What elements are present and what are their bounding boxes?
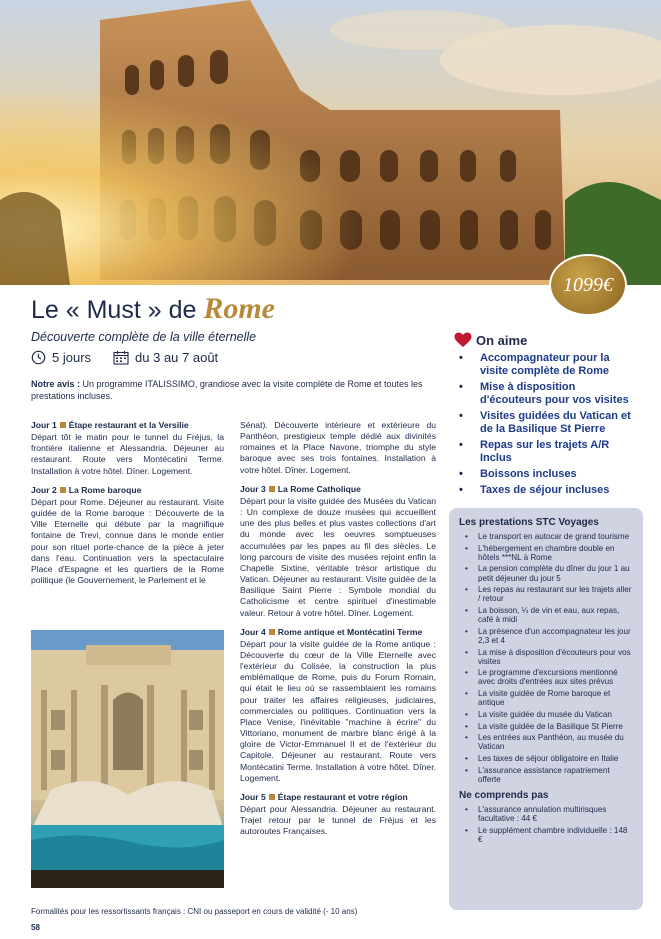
colosseum-illustration — [0, 0, 661, 285]
calendar-icon — [113, 350, 129, 365]
heart-icon — [454, 332, 472, 348]
formalities-note: Formalités pour les ressortissants français : CNI ou passeport en cours de validité (- 10 ans) — [31, 907, 358, 916]
day-heading: Jour 5 Étape restaurant et votre région — [240, 791, 408, 802]
list-item: • La boisson, ¼ de vin et eau, aux repas, café à midi — [459, 606, 633, 624]
page-subtitle: Découverte complète de la ville éternelle — [31, 330, 257, 344]
day-text-continued: Sénat). Découverte intérieure et extérieure du Panthéon, prestigieux temple dédié aux divinités romaines et la Place Navone, triomphe du style baroque avec ses trois fontaines. Installation à votre hôtel. Dîner. Logement. — [240, 420, 436, 475]
day-text: Départ pour Alessandria. Déjeuner au restaurant. Trajet retour par le tunnel de Fréjus et les autoroutes Françaises. — [240, 804, 436, 837]
list-item: • Le programme d'excursions mentionné avec droits d'entrées aux sites prévus — [459, 668, 633, 686]
not-included-list — [459, 805, 633, 844]
trip-meta — [31, 350, 218, 365]
list-item: • La pension complète du dîner du jour 1 au petit déjeuner du jour 5 — [459, 564, 633, 582]
clock-icon — [31, 350, 46, 365]
list-item: • Visites guidées du Vatican et de la Basilique St Pierre — [454, 410, 634, 436]
trip-duration: 5 jours — [52, 350, 92, 365]
notice-label: Notre avis : — [31, 379, 81, 389]
included-list — [459, 532, 633, 784]
title-prefix: Le « Must » de — [31, 296, 204, 324]
bullet-square — [269, 794, 275, 800]
highlights-list — [454, 352, 634, 497]
notice — [31, 378, 441, 402]
prestations-heading: Les prestations STC Voyages — [459, 517, 599, 528]
day-heading: Jour 4 Rome antique et Montécatini Terme — [240, 626, 423, 637]
list-item: • L'hébergement en chambre double en hôtels ***NL à Rome — [459, 544, 633, 562]
day-text: Départ pour la visite guidée des Musées du Vatican : Un complexe de douze musées qui accueillent une des plus belles et plus vastes collections d'art du monde avec les oeuvres somptueuses accumulées par les papes au fil des siècles. Le long parcours de visite des musées rejoint enfin la Chapelle Sixtine, véritable trésor artistique du Vatican. Déjeuner au restaurant. Visite guidée de la Basilique Saint Pierre : Symbole mondial du Catholicisme et centre spirituel d'inestimable valeur. Retour à votre hôtel. Dîner. Logement. — [240, 495, 436, 618]
trip-dates: du 3 au 7 août — [135, 350, 219, 365]
fountain-illustration — [31, 630, 224, 888]
bullet-square — [269, 486, 275, 492]
list-item: • Le transport en autocar de grand tourisme — [459, 532, 633, 541]
prestations-box — [449, 508, 643, 910]
list-item: • Les taxes de séjour obligatoire en Italie — [459, 754, 633, 763]
hero-colosseum-image — [0, 0, 661, 285]
list-item: • Les repas au restaurant sur les trajets aller / retour — [459, 585, 633, 603]
bullet-square — [60, 422, 66, 428]
day-text: Départ pour la visite guidée de la Rome antique : Découverte du cœur de la Ville Eternelle avec l'extérieur du Colisée, la construction la plus emblématique de Rome, puis du Forum Romain, qui était le lieu où se rassemblaient les romains pour traiter les affaires religieuses, judiciaires, commerciales ou politiques. Continuation vers la Place Venise, l'inévitable "machine à écrire" du Vittoriano, monument de marbre blanc érigé à la gloire de Victor-Emmanuel II et de l'extérieur du Capitole. Déjeuner au restaurant. Route vers Montécatini Terme. Installation à votre hôtel. Dîner. Logement. — [240, 638, 436, 783]
price-badge — [549, 254, 627, 316]
bullet-square — [60, 487, 66, 493]
list-item: • La visite guidée du musée du Vatican — [459, 710, 633, 719]
highlights-heading: On aime — [454, 332, 634, 348]
list-item: • Accompagnateur pour la visite complète de Rome — [454, 352, 634, 378]
list-item: • Les entrées aux Panthéon, au musée du Vatican — [459, 733, 633, 751]
bullet-square — [269, 629, 275, 635]
day-text: Départ tôt le matin pour le tunnel du Fréjus, la frontière italienne et Alessandria. Déjeuner au restaurant. Route vers Montécatini Terme. Installation à votre hôtel. Dîner. Logement. — [31, 432, 224, 476]
list-item: • Boissons incluses — [454, 468, 634, 481]
page-number: 58 — [31, 923, 40, 932]
list-item: • L'assurance annulation multirisques facultative : 44 € — [459, 805, 633, 823]
day-heading: Jour 2 La Rome baroque — [31, 484, 142, 495]
page-title — [31, 292, 275, 326]
day-heading: Jour 3 La Rome Catholique — [240, 483, 361, 494]
day-heading: Jour 1 Étape restaurant et la Versilie — [31, 420, 189, 430]
highlights-section — [454, 332, 634, 500]
trevi-fountain-image — [31, 630, 224, 888]
list-item: • Le supplément chambre individuelle : 148 € — [459, 826, 633, 844]
list-item: • La visite guidée de la Basilique St Pierre — [459, 722, 633, 731]
title-highlight: Rome — [203, 292, 275, 325]
notice-text: Un programme ITALISSIMO, grandiose avec la visite complète de Rome et toutes les prestations incluses. — [31, 379, 423, 401]
day-text: Départ pour Rome. Déjeuner au restaurant. Visite guidée de la Rome baroque : Découverte de la Ville Eternelle qui débute par la magnifique fontaine de Trevi, connue dans le monde entier pour son rituel porte-chance de la pièce à jeter dans l'eau. Continuation vers la spectaculaire Place d'Espagne et les quartiers de la Rome politique (le Gouvernement, le Parlement et le — [31, 496, 224, 586]
list-item: • Repas sur les trajets A/R Inclus — [454, 439, 634, 465]
list-item: • La présence d'un accompagnateur les jour 2,3 et 4 — [459, 627, 633, 645]
list-item: • Mise à disposition d'écouteurs pour vos visites — [454, 381, 634, 407]
price-value: 1099€ — [563, 273, 613, 296]
list-item: • La visite guidée de Rome baroque et antique — [459, 689, 633, 707]
itinerary-column-1 — [31, 420, 224, 594]
list-item: • L'assurance assistance rapatriement offerte — [459, 766, 633, 784]
not-included-heading: Ne comprends pas — [459, 789, 549, 801]
list-item: • Taxes de séjour incluses — [454, 484, 634, 497]
itinerary-column-2 — [240, 420, 436, 845]
list-item: • La mise à disposition d'écouteurs pour vos visites — [459, 648, 633, 666]
